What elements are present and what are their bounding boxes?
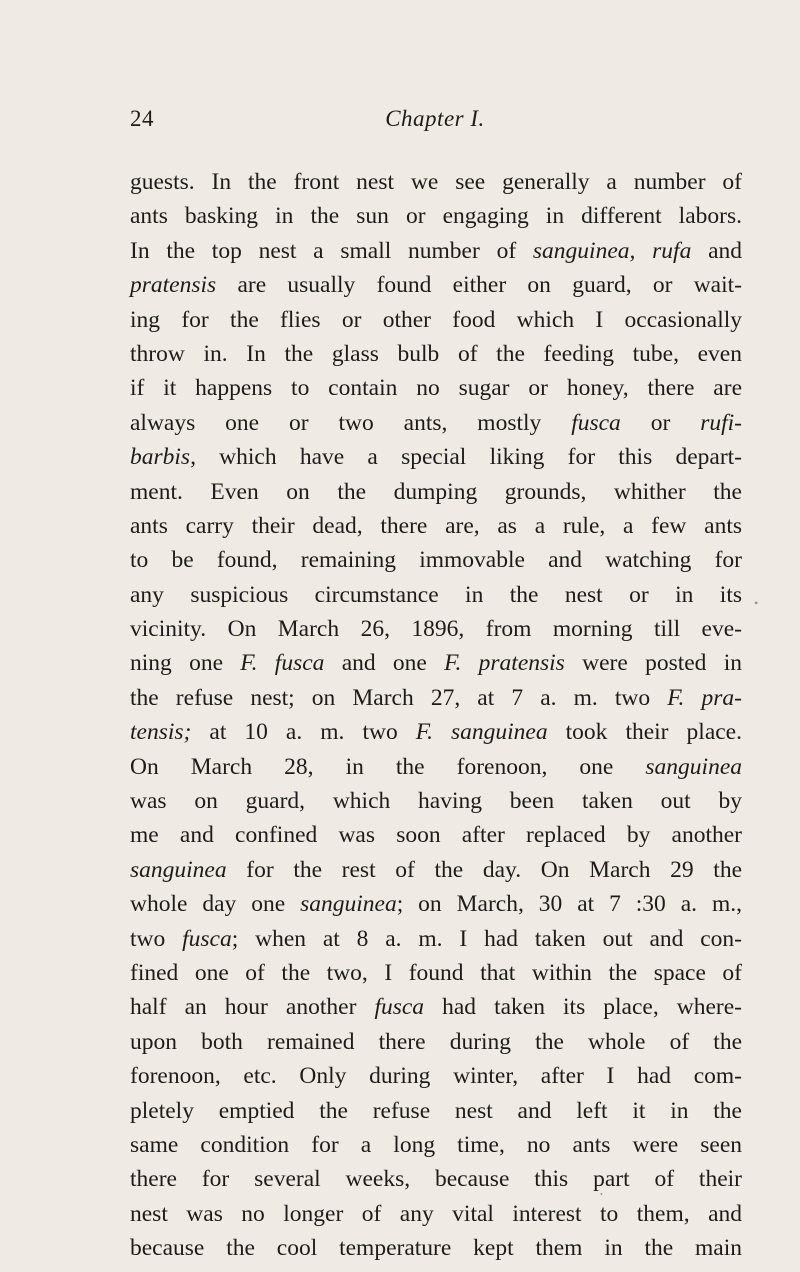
- text-run: forenoon, etc. Only during winter, after I had com-: [130, 1063, 742, 1090]
- text-run: In the top nest a small number of: [130, 237, 533, 264]
- text-run: are usually found either on guard, or wait-: [216, 272, 742, 299]
- text-run: guests. In the front nest we see generally a number of: [130, 169, 742, 195]
- italic-term: F. pratensis: [444, 650, 565, 677]
- text-line: [130, 199, 742, 233]
- text-line: [130, 1162, 742, 1196]
- text-run: two: [130, 925, 183, 952]
- body-paragraph: [130, 165, 742, 1266]
- text-line: [130, 1231, 742, 1265]
- text-run: fined one of the two, I found that within the space of: [130, 959, 742, 986]
- text-line: [130, 922, 742, 956]
- text-run: because the cool temperature kept them in the main: [130, 1235, 742, 1262]
- text-run: ants basking in the sun or engaging in different labors.: [130, 203, 742, 230]
- text-line: [130, 337, 742, 371]
- text-run: vicinity. On March 26, 1896, from morning till eve-: [130, 616, 742, 643]
- text-line: [130, 853, 742, 887]
- text-run: was on guard, which having been taken out by: [130, 788, 742, 815]
- italic-term: sanguinea: [645, 753, 742, 780]
- text-line: [130, 406, 742, 440]
- italic-term: F. fusca: [240, 650, 325, 677]
- text-line: [130, 887, 742, 921]
- text-run: there for several weeks, because this part of their: [130, 1166, 742, 1193]
- text-line: [130, 990, 742, 1024]
- text-run: any suspicious circumstance in the nest or in its: [130, 581, 742, 608]
- text-run: and: [691, 237, 743, 264]
- italic-term: fusca: [182, 925, 232, 952]
- chapter-title: Chapter I.: [385, 106, 485, 131]
- page-number: 24: [130, 106, 154, 131]
- text-run: which have a special liking for this depart-: [195, 444, 742, 471]
- text-run: for the rest of the day. On March 29 the: [226, 856, 742, 883]
- text-run: upon both remained there during the whole of the: [130, 1028, 742, 1055]
- text-run: took their place.: [547, 719, 742, 746]
- italic-term: fusca: [374, 994, 425, 1021]
- text-line: [130, 715, 742, 749]
- text-line: [130, 646, 742, 680]
- italic-term: barbis,: [130, 444, 196, 471]
- text-run: ants carry their dead, there are, as a rule, a few ants: [130, 512, 742, 539]
- text-line: [130, 1025, 742, 1059]
- text-run: and one: [324, 650, 445, 677]
- text-line: [130, 818, 742, 852]
- text-run: ; on March, 30 at 7 :30 a. m.,: [396, 891, 743, 918]
- text-line: [130, 543, 742, 577]
- text-line: [130, 165, 742, 199]
- italic-term: sanguinea: [300, 891, 397, 918]
- text-run: pletely emptied the refuse nest and left it in the: [130, 1097, 742, 1124]
- text-line: [130, 956, 742, 990]
- text-run: throw in. In the glass bulb of the feeding tube, even: [130, 340, 742, 367]
- text-run: or: [620, 409, 701, 436]
- text-line: [130, 509, 742, 543]
- text-run: the refuse nest; on March 27, at 7 a. m. two: [130, 684, 668, 711]
- text-run: always one or two ants, mostly: [130, 409, 572, 436]
- text-run: ning one: [130, 650, 241, 677]
- text-line: [130, 1094, 742, 1128]
- italic-term: fusca: [571, 409, 621, 436]
- text-line: [130, 612, 742, 646]
- text-line: [130, 303, 742, 337]
- italic-term: F. sanguinea: [415, 719, 548, 746]
- text-line: [130, 1128, 742, 1162]
- text-line: [130, 578, 742, 612]
- text-run: whole day one: [130, 891, 301, 918]
- text-run: to be found, remaining immovable and watching for: [130, 547, 742, 574]
- text-line: [130, 1197, 742, 1231]
- text-line: [130, 784, 742, 818]
- italic-term: pratensis: [130, 272, 217, 299]
- running-head: [130, 106, 740, 138]
- text-run: if it happens to contain no sugar or honey, there are: [130, 375, 742, 402]
- text-run: had taken its place, where-: [424, 994, 742, 1021]
- italic-term: F. pra-: [667, 684, 742, 711]
- margin-speck: •: [754, 596, 759, 610]
- text-line: [130, 371, 742, 405]
- text-line: [130, 440, 742, 474]
- text-line: [130, 750, 742, 784]
- italic-term: sanguinea, rufa: [532, 237, 692, 264]
- italic-term: sanguinea: [130, 856, 227, 883]
- italic-term: rufi-: [700, 409, 742, 436]
- text-run: half an hour another: [130, 994, 375, 1021]
- text-run: same condition for a long time, no ants were seen: [130, 1131, 742, 1158]
- text-run: nest was no longer of any vital interest to them, and: [130, 1200, 742, 1227]
- text-run: were posted in: [564, 650, 742, 677]
- text-run: ing for the flies or other food which I occasionally: [130, 306, 742, 333]
- text-run: ; when at 8 a. m. I had taken out and con-: [231, 925, 743, 952]
- text-run: at 10 a. m. two: [191, 719, 416, 746]
- italic-term: tensis;: [130, 719, 192, 746]
- text-run: On March 28, in the forenoon, one: [130, 753, 646, 780]
- text-line: [130, 234, 742, 268]
- text-line: [130, 681, 742, 715]
- text-line: [130, 268, 742, 302]
- margin-speck: •: [600, 1190, 603, 1199]
- text-run: ment. Even on the dumping grounds, whither the: [130, 478, 742, 505]
- text-run: me and confined was soon after replaced by another: [130, 822, 742, 849]
- text-line: [130, 1059, 742, 1093]
- text-line: [130, 475, 742, 509]
